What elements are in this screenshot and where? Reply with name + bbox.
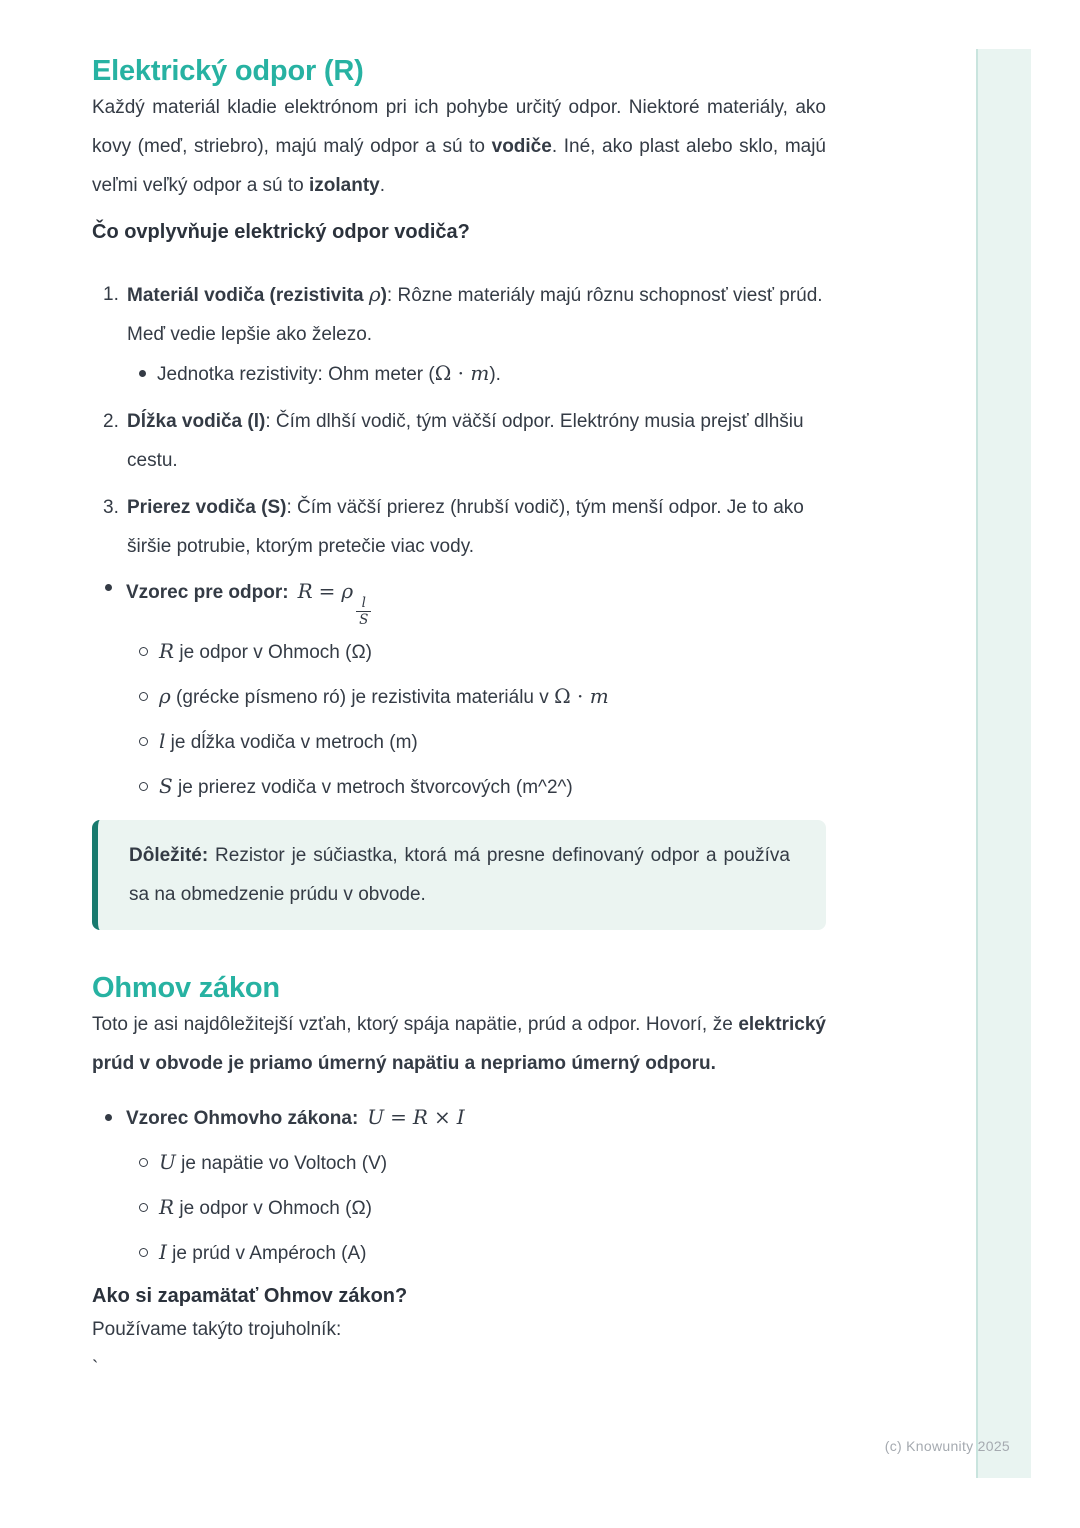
note-text [159,632,372,672]
note-body: je napätie vo Voltoch (V) [175,1153,388,1174]
intro-paragraph [92,88,826,205]
ohm-formula-bullet [92,1098,826,1138]
fraction-l-over-S [356,596,371,627]
item-text [127,282,823,345]
right-edge-stripe [976,49,1031,1478]
ohm-intro-bold: elektrický prúd v obvode je priamo úmerný napätiu a nepriamo úmerný odporu. [92,1014,826,1074]
ohm-intro-paragraph [92,1005,826,1083]
sub-text-pre: Jednotka rezistivity: Ohm meter ( [157,364,435,385]
ohm-variable-notes [92,1143,826,1273]
sub-bullet-text [157,354,501,394]
note-var: ρ [159,684,171,708]
circle-bullet-icon [139,1203,148,1212]
item-bold-label: Prierez vodiča (S) [127,497,287,518]
term-izolanty: izolanty [309,175,380,196]
note-var: I [159,1240,167,1264]
circle-bullet-icon [139,1248,148,1257]
fraction-numerator: l [361,595,366,611]
times-sign: × [433,1105,451,1129]
note-body: je odpor v Ohmoch (Ω) [174,642,373,663]
list-number: 3. [103,497,119,518]
omega-dot: Ω · [434,361,471,385]
callout-text [129,836,790,914]
meter-symbol: m [589,684,609,708]
formula-line [126,1098,465,1138]
bullet-icon [139,370,146,377]
term-vodice: vodiče [491,136,552,157]
list-number: 2. [103,411,119,432]
note-I [92,1233,826,1273]
intro-text-2: . Iné, ako plast alebo sklo, majú veľmi veľký odpor a sú to [92,136,826,196]
stray-backtick-mark: ` [92,1358,99,1379]
sub-bullet-resistivity-unit [127,354,826,394]
formula-label: Vzorec Ohmovho zákona: [126,1108,359,1129]
list-item-length [92,402,826,480]
list-item-body [127,488,826,566]
note-var: R [159,639,175,663]
note-text [159,1188,372,1228]
note-U [92,1143,826,1183]
section-title-ohm: Ohmov zákon [92,972,280,1004]
omega-dot: Ω · [554,684,590,708]
list-number: 1. [103,284,119,305]
var-U: U [367,1105,385,1129]
ohm-intro-text: Toto je asi najdôležitejší vzťah, ktorý spája napätie, prúd a odpor. Hovorí, že [92,1014,739,1035]
note-text [159,722,418,762]
fraction-denominator: S [356,611,371,627]
circle-bullet-icon [139,647,148,656]
var-R: R [297,579,313,603]
circle-bullet-icon [139,737,148,746]
note-rho [92,677,826,717]
meter-symbol: m [470,361,490,385]
note-body: (grécke písmeno ró) je rezistivita materiálu v [170,687,555,708]
equals-sign: = [318,579,336,603]
item-bold-label: Materiál vodiča (rezistivita [127,285,369,306]
list-item-body [127,402,826,480]
resistance-variable-notes [92,632,826,807]
note-var: U [159,1150,176,1174]
note-R [92,1188,826,1228]
factors-numbered-list [92,275,826,566]
note-body: je odpor v Ohmoch (Ω) [174,1198,373,1219]
note-text [159,767,573,807]
list-item-body [127,275,826,394]
callout-body: Rezistor je súčiastka, ktorá má presne definovaný odpor a používa sa na obmedzenie prúdu v obvode. [129,845,790,905]
copyright-note: (c) Knowunity 2025 [884,1438,1010,1454]
circle-bullet-icon [139,692,148,701]
note-text [159,677,609,717]
list-item-cross-section [92,488,826,566]
note-text [159,1143,387,1183]
note-body: je dĺžka vodiča v metroch (m) [165,732,418,753]
intro-text-3: . [379,175,386,196]
triangle-intro-text: Používame takýto trojuholník: [92,1319,342,1340]
formula-line [126,568,371,627]
item-bold-close: ) [380,285,387,306]
note-var: l [159,729,166,753]
note-l [92,722,826,762]
circle-bullet-icon [139,1158,148,1167]
var-I: I [456,1105,465,1129]
page-title: Elektrický odpor (R) [92,55,364,87]
note-var: S [159,774,173,798]
question-heading: Čo ovplyvňuje elektrický odpor vodiča? [92,221,470,243]
equals-sign: = [390,1105,407,1129]
bullet-icon [105,584,112,591]
formula-label: Vzorec pre odpor: [126,582,289,603]
var-R: R [412,1105,428,1129]
note-body: je prúd v Ampéroch (A) [166,1243,367,1264]
important-callout [92,820,826,930]
callout-label: Dôležité: [129,845,209,866]
note-var: R [159,1195,175,1219]
bullet-icon [105,1114,112,1121]
item-bold-label: Dĺžka vodiča (l) [127,411,266,432]
intro-text-1: Každý materiál kladie elektrónom pri ich pohybe určitý odpor. Niektoré materiály, ako kovy (meď, striebro), majú malý odpor a sú to [92,97,826,157]
note-R [92,632,826,672]
item-rest-text: : Čím väčší prierez (hrubší vodič), tým menší odpor. Je to ako širšie potrubie, ktorým pretečie viac vody. [127,497,804,557]
rho-symbol: ρ [368,282,381,306]
note-S [92,767,826,807]
item-rest-text: : Čím dlhší vodič, tým väčší odpor. Elektróny musia prejsť dlhšiu cestu. [127,411,804,471]
item-rest-text: : Rôzne materiály majú rôznu schopnosť viesť prúd. Meď vedie lepšie ako železo. [127,285,823,345]
circle-bullet-icon [139,782,148,791]
note-body: je prierez vodiča v metroch štvorcových (m^2^) [172,777,573,798]
resistance-formula-bullet [92,568,826,627]
memory-heading: Ako si zapamätať Ohmov zákon? [92,1285,408,1307]
document-content [92,0,826,1388]
list-item-material [92,275,826,394]
sub-text-post: ). [489,364,501,385]
note-text [159,1233,367,1273]
var-rho: ρ [341,579,354,603]
